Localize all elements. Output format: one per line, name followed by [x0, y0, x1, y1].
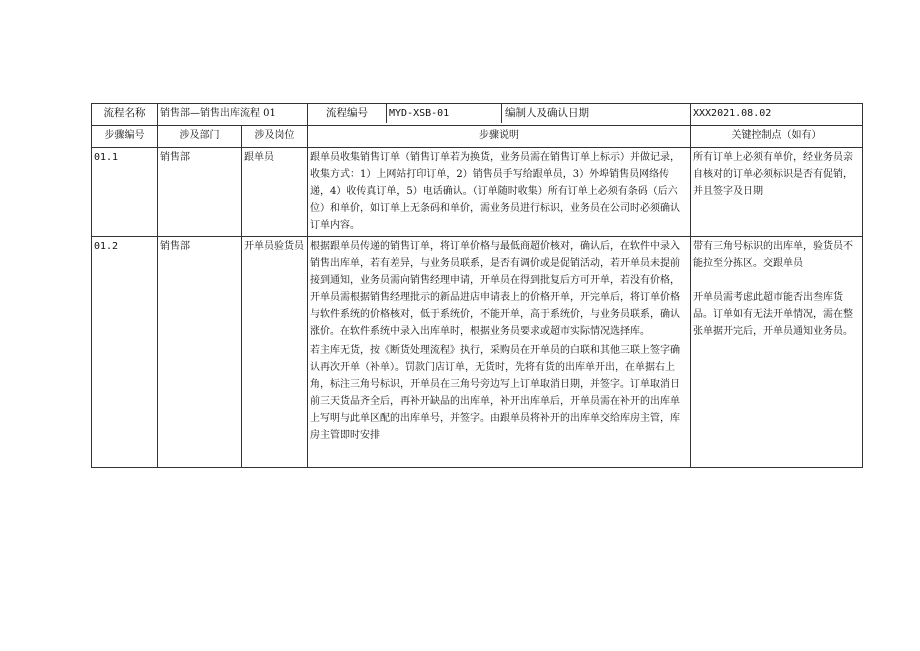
desc-paragraph: 跟单员收集销售订单（销售订单若为换货，业务员需在销售订单上标示）并做记录，收集方式：1）上网站打印订单，2）销售员手写给跟单员，3）外埠销售员网络传递，4）收传真订单，5）电话确认。（订单随时收集）所有订单上必须有条码（后六位）和单价，如订单上无条码和单价，需业务员进行标识，业务员在公司时必须确认订单内容。: [310, 152, 680, 231]
process-code-value: MYD-XSB-01: [386, 104, 501, 123]
table-row: [92, 237, 863, 468]
control-paragraph: 所有订单上必须有单价，经业务员亲自核对的订单必须标识是否有促销，并且签字及日期: [693, 152, 853, 197]
col-desc: 步骤说明: [308, 126, 691, 148]
author-label: 编制人及确认日期: [501, 104, 690, 123]
desc-paragraph: 根据跟单员传递的销售订单，将订单价格与最低商超价核对，确认后，在软件中录入销售出库单，若有差异，与业务员联系，是否有调价或是促销活动，若开单员未提前接到通知，业务员需向销售经理申请，开单员在得到批复后方可开单，若没有价格，开单员需根据销售经理批示的新品进店申请表上的价格开单，开完单后，将订单价格与软件系统的价格核对，低于系统价，不能开单，高于系统价，与业务员联系，确认涨价。在软件系统中录入出库单时，根据业务员要求或超市实际情况选择库。: [310, 241, 680, 337]
post: 开单员验货员: [242, 237, 308, 468]
process-name-label: 流程名称: [92, 104, 158, 126]
dept: 销售部: [158, 237, 242, 468]
process-table: [91, 103, 863, 468]
header-row: [92, 104, 863, 126]
table-row: [92, 148, 863, 237]
control-point: [691, 148, 863, 237]
col-dept: 涉及部门: [158, 126, 242, 148]
col-step-no: 步骤编号: [92, 126, 158, 148]
process-code-label: 流程编号: [326, 107, 368, 119]
process-name-value: 销售部—销售出库流程 01: [158, 104, 308, 126]
dept: 销售部: [158, 148, 242, 237]
step-no: 01.1: [92, 148, 158, 237]
step-no: 01.2: [92, 237, 158, 468]
author-value: XXX2021.08.02: [691, 104, 863, 126]
control-paragraph: 开单员需考虑此超市能否出叁库货品。订单如有无法开单情况，需在整张单据开完后，开单员通知业务员。: [693, 292, 853, 337]
control-point: [691, 237, 863, 468]
column-header-row: [92, 126, 863, 148]
post: 跟单员: [242, 148, 308, 237]
col-control: 关键控制点（如有）: [691, 126, 863, 148]
step-description: [308, 148, 691, 237]
desc-paragraph: 若主库无货，按《断货处理流程》执行，采购员在开单员的白联和其他三联上签字确认再次开单（补单）。罚款门店订单，无货时，先将有货的出库单开出，在单据右上角，标注三角号标识，开单员在三角号旁边写上订单取消日期，并签字。订单取消日前三天货品齐全后，再补开缺品的出库单，补开出库单后，开单员需在补开的出库单上写明与此单区配的出库单号，并签字。由跟单员将补开的出库单交给库房主管，库房主管即时安排: [310, 345, 680, 441]
control-paragraph: 带有三角号标识的出库单，验货员不能拉至分拣区。交跟单员: [693, 241, 853, 269]
process-code-cell: [308, 104, 691, 126]
col-post: 涉及岗位: [242, 126, 308, 148]
step-description: [308, 237, 691, 468]
